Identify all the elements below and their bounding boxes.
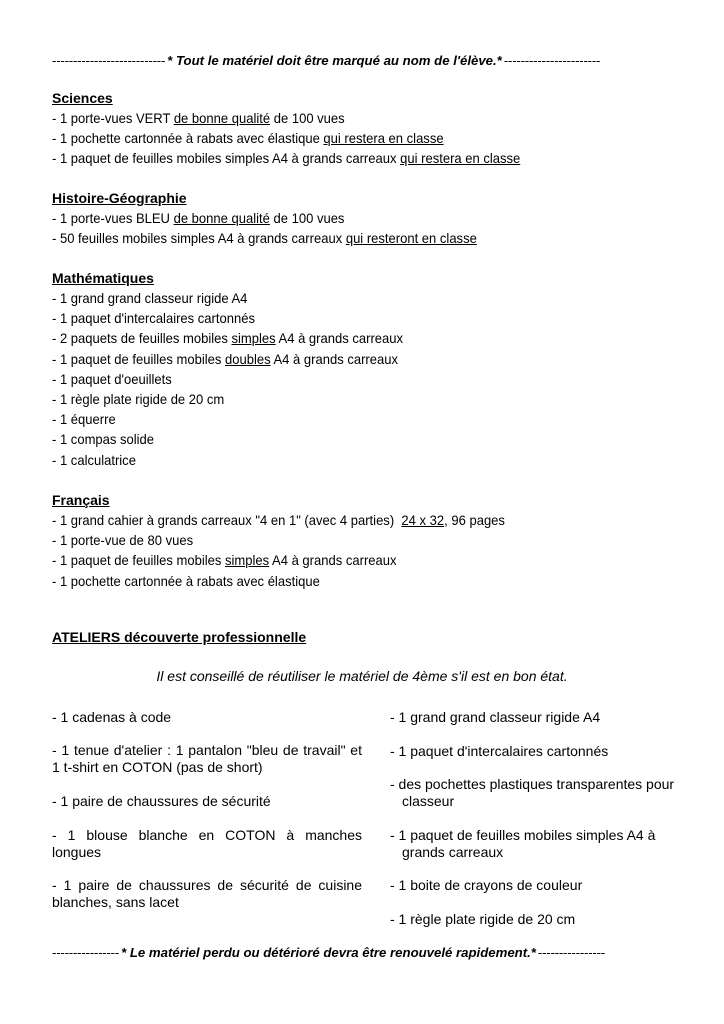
item-text: A4 à grands carreaux bbox=[275, 330, 404, 347]
list-item: - 1 paquet d'intercalaires cartonnés bbox=[390, 743, 609, 759]
section-title: Français bbox=[52, 492, 110, 508]
item-text: - 50 feuilles mobiles simples A4 à grands carreaux bbox=[52, 230, 346, 247]
ateliers-note: Il est conseillé de réutiliser le matériel de 4ème s'il est en bon état. bbox=[156, 668, 568, 684]
section-title: Histoire-Géographie bbox=[52, 190, 187, 206]
list-item bbox=[52, 288, 629, 308]
item-text: - 1 compas solide bbox=[52, 431, 155, 448]
item-text: , 96 pages bbox=[444, 512, 505, 528]
item-text: - 2 paquets de feuilles mobiles bbox=[52, 330, 232, 347]
item-text: A4 à grands carreaux bbox=[269, 552, 397, 569]
list-item bbox=[52, 208, 629, 228]
list-item: - 1 règle plate rigide de 20 cm bbox=[390, 911, 576, 927]
banner-dashes-left: --------------------------- bbox=[52, 53, 166, 68]
underlined-text: 24 x 32 bbox=[401, 512, 445, 528]
list-item bbox=[52, 349, 629, 369]
list-item bbox=[52, 148, 629, 168]
header-banner-text: * Tout le matériel doit être marqué au nom de l'élève.* bbox=[167, 53, 502, 68]
list-item: - 1 paire de chaussures de sécurité de cuisine blanches, sans lacet bbox=[52, 877, 362, 910]
list-item bbox=[52, 108, 629, 128]
list-item bbox=[52, 510, 629, 530]
section-mathematiques bbox=[52, 268, 672, 470]
item-text: A4 à grands carreaux bbox=[270, 350, 398, 367]
list-item bbox=[52, 571, 629, 591]
footer-banner bbox=[52, 943, 670, 963]
section-ateliers bbox=[52, 627, 672, 647]
underlined-text: simples bbox=[224, 552, 270, 569]
list-item bbox=[52, 328, 629, 348]
item-text: - 1 calculatrice bbox=[52, 451, 136, 468]
list-item: - 1 grand grand classeur rigide A4 bbox=[390, 709, 601, 725]
item-text: - 1 porte-vues VERT bbox=[52, 110, 174, 126]
item-text: - 1 paquet d'intercalaires cartonnés bbox=[52, 310, 255, 327]
list-item bbox=[52, 389, 629, 409]
section-francais bbox=[52, 490, 672, 591]
underlined-text: doubles bbox=[224, 350, 271, 367]
list-item bbox=[52, 550, 629, 570]
header-banner bbox=[52, 51, 670, 71]
item-text: - 1 pochette cartonnée à rabats avec élastique bbox=[52, 572, 320, 589]
item-text: - 1 pochette cartonnée à rabats avec élastique bbox=[52, 130, 324, 147]
item-text: - 1 grand grand classeur rigide A4 bbox=[52, 290, 248, 306]
list-item bbox=[52, 450, 629, 470]
section-title: Mathématiques bbox=[52, 270, 154, 286]
list-item: - 1 tenue d'atelier : 1 pantalon "bleu de travail" et 1 t-shirt en COTON (pas de short) bbox=[52, 742, 362, 775]
list-item: - 1 paire de chaussures de sécurité bbox=[52, 793, 271, 809]
section-title: ATELIERS découverte professionnelle bbox=[52, 629, 307, 645]
list-item: - des pochettes plastiques transparentes pour classeur bbox=[390, 776, 675, 809]
item-text: - 1 équerre bbox=[52, 411, 116, 428]
item-text: - 1 paquet d'oeuillets bbox=[52, 370, 172, 387]
list-item: - 1 boite de crayons de couleur bbox=[390, 877, 583, 893]
list-item bbox=[52, 228, 629, 248]
banner-dashes-right: ---------------- bbox=[537, 945, 605, 960]
list-item: - 1 paquet de feuilles mobiles simples A4 à grands carreaux bbox=[390, 827, 656, 860]
item-text: - 1 grand cahier à grands carreaux "4 en 1" (avec 4 parties) bbox=[52, 512, 402, 528]
list-item bbox=[52, 530, 629, 550]
footer-banner-text: * Le matériel perdu ou détérioré devra être renouvelé rapidement.* bbox=[121, 945, 536, 960]
list-item bbox=[52, 429, 629, 449]
item-text: - 1 règle plate rigide de 20 cm bbox=[52, 390, 225, 407]
list-item: - 1 blouse blanche en COTON à manches longues bbox=[52, 827, 362, 860]
item-text: - 1 porte-vue de 80 vues bbox=[52, 532, 194, 549]
item-text: - 1 paquet de feuilles mobiles simples A4 à grands carreaux bbox=[52, 150, 401, 167]
list-item bbox=[52, 308, 629, 328]
item-text: - 1 paquet de feuilles mobiles bbox=[52, 552, 225, 569]
item-text: de 100 vues bbox=[270, 110, 345, 126]
item-text: - 1 paquet de feuilles mobiles bbox=[52, 350, 225, 367]
banner-dashes-right: ----------------------- bbox=[503, 53, 601, 68]
banner-dashes-left: ---------------- bbox=[52, 945, 120, 960]
item-text: - 1 porte-vues BLEU bbox=[52, 210, 174, 226]
list-item bbox=[52, 128, 629, 148]
underlined-text: de bonne qualité bbox=[173, 210, 270, 226]
section-title: Sciences bbox=[52, 90, 113, 106]
underlined-text: simples bbox=[231, 330, 276, 347]
item-text: de 100 vues bbox=[269, 210, 345, 226]
list-item bbox=[52, 369, 629, 389]
underlined-text: qui resteront en classe bbox=[345, 230, 477, 247]
underlined-text: de bonne qualité bbox=[173, 110, 271, 126]
section-histoire-geographie bbox=[52, 188, 672, 248]
underlined-text: qui restera en classe bbox=[400, 150, 521, 167]
section-sciences bbox=[52, 88, 672, 169]
list-item: - 1 cadenas à code bbox=[52, 709, 172, 725]
list-item bbox=[52, 409, 629, 429]
underlined-text: qui restera en classe bbox=[323, 130, 444, 147]
